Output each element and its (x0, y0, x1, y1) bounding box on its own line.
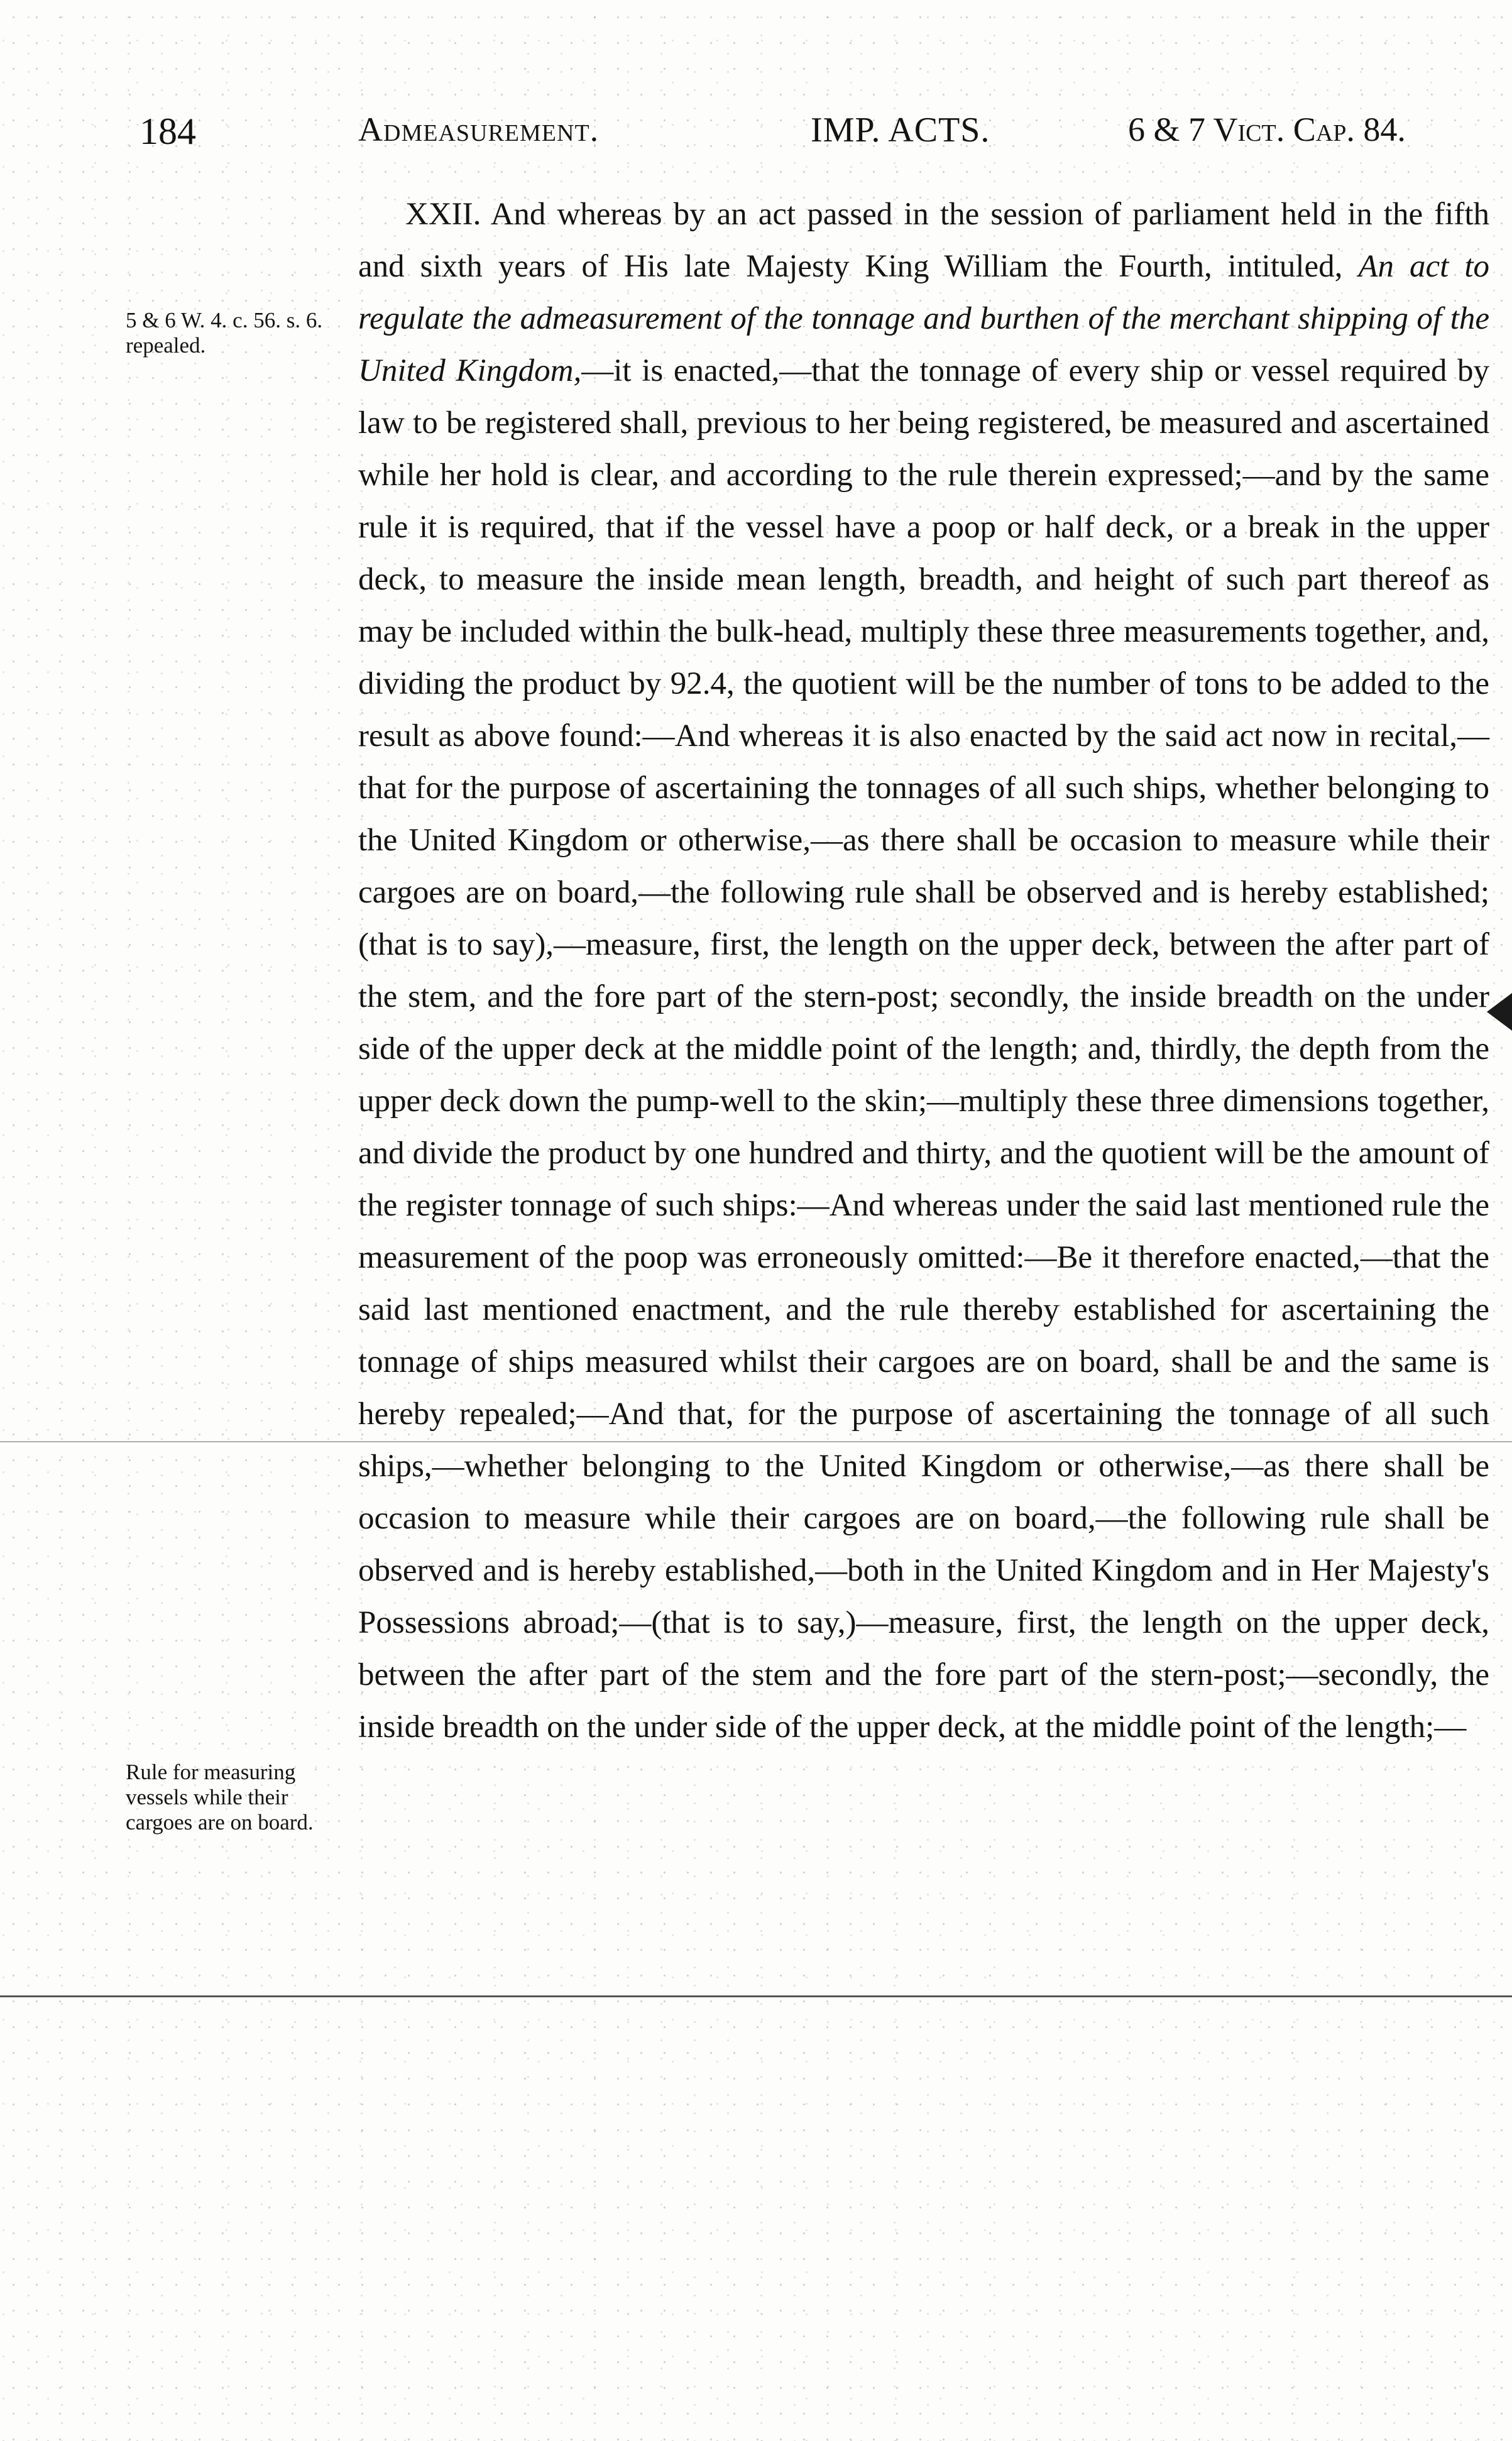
page-edge-mark (1487, 993, 1512, 1031)
chapter-reference: 6 & 7 Vict. Cap. 84. (1128, 111, 1406, 148)
paragraph-text-rest: —it is enacted,—that the tonnage of every ship or vessel required by law to be registered shall, previous to her being registered, be measured and ascertained while her hold is clear, and according to the rule therein expressed;—and by the same rule it is required, that if the vessel have a poop or half deck, or a break in the upper deck, to measure the inside mean length, breadth, and height of such part thereof as may be included within the bulk-head, multiply these three measurements together, and, dividing the product by 92.4, the quotient will be the number of tons to be added to the result as above found:—And whereas it is also enacted by the said act now in recital,—that for the purpose of ascertaining the tonnages of all such ships, whether belonging to the United Kingdom or otherwise,—as there shall be occasion to measure while their cargoes are on board,—the following rule shall be observed and is hereby established; (that is to say),—measure, first, the length on the upper deck, between the after part of the stem, and the fore part of the stern-post; secondly, the inside breadth on the under side of the upper deck at the middle point of the length; and, thirdly, the depth from the upper deck down the pump-well to the skin;—multiply these three dimensions together, and divide the product by one hundred and thirty, and the quotient will be the amount of the register tonnage of such ships:—And whereas under the said last mentioned rule the measurement of the poop was erroneously omitted:—Be it therefore enacted,—that the said last mentioned enactment, and the rule thereby established for ascertaining the tonnage of ships measured whilst their cargoes are on board, shall be and the same is hereby repealed;—And that, for the purpose of ascertaining the tonnage of all such ships,—whether belonging to the United Kingdom or otherwise,—as there shall be occasion to measure while their cargoes are on board,—the following rule shall be observed and is hereby established,—both in the United Kingdom and in Her Majesty's Possessions abroad;—(that is to say,)—measure, first, the length on the upper deck, between the after part of the stem and the fore part of the stern-post;—secondly, the inside breadth on the under side of the upper deck, at the middle point of the length;— (358, 353, 1490, 1745)
scan-line (0, 1441, 1512, 1442)
paragraph-text-start: XXII. And whereas by an act passed in the session of parliament held in the fifth and sixth years of His late Majesty King William the Fourth, intituled, (358, 197, 1489, 284)
page-number: 184 (140, 111, 196, 152)
act-title: An act to regulate the admeasurement of the tonnage and burthen of the merchant shipping of the United Kingdom, (358, 249, 1489, 388)
scan-line (0, 1995, 1512, 1997)
section-label: IMP. ACTS. (811, 111, 990, 150)
section-body (358, 189, 1489, 1753)
page-header (132, 110, 1502, 160)
section-paragraph (358, 189, 1489, 1753)
margin-note-repealed: 5 & 6 W. 4. c. 56. s. 6. repealed. (126, 308, 323, 358)
margin-note-rule: Rule for measuring vessels while their cargoes are on board. (126, 1760, 314, 1835)
running-title: Admeasurement. (358, 111, 600, 148)
